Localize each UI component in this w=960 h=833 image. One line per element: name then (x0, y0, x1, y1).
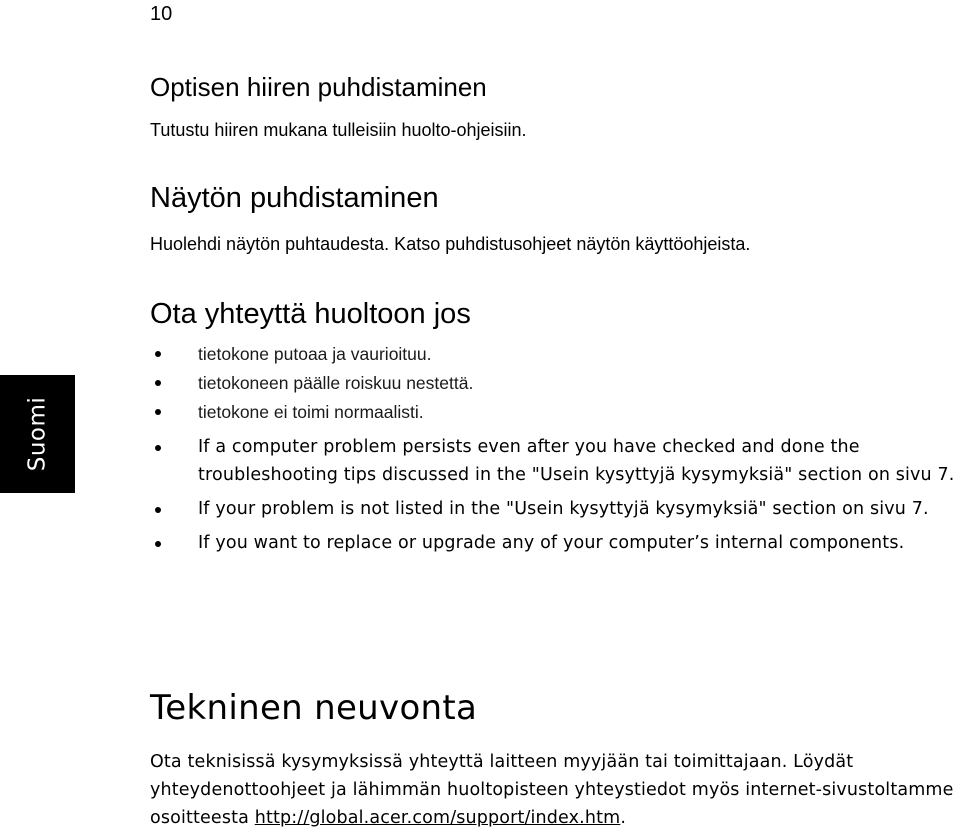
list-item: If your problem is not listed in the "Usein kysyttyjä kysymyksiä" section on sivu 7. (150, 495, 960, 523)
mouse-cleaning-heading: Optisen hiiren puhdistaminen (150, 72, 487, 102)
display-cleaning-text: Huolehdi näytön puhtaudesta. Katso puhdistusohjeet näytön käyttöohjeista. (150, 234, 751, 254)
side-tab-label: Suomi (24, 396, 51, 472)
support-text-end: . (620, 808, 627, 828)
technical-support-heading: Tekninen neuvonta (150, 688, 478, 728)
technical-support-text (150, 748, 960, 832)
list-item: tietokone ei toimi normaalisti. (150, 398, 960, 427)
mouse-cleaning-text: Tutustu hiiren mukana tulleisiin huolto-ohjeisiin. (150, 120, 527, 140)
list-item: If you want to replace or upgrade any of your computer’s internal components. (150, 529, 960, 557)
list-item: tietokone putoaa ja vaurioituu. (150, 340, 960, 369)
support-link[interactable]: http://global.acer.com/support/index.htm (254, 808, 621, 828)
service-heading: Ota yhteyttä huoltoon jos (150, 298, 471, 330)
list-item: If a computer problem persists even after you have checked and done the troubleshooting tips discussed in the "Usein kysyttyjä kysymyksiä" section on sivu 7. (150, 433, 960, 489)
page-number: 10 (150, 3, 173, 25)
list-item: tietokoneen päälle roiskuu nestettä. (150, 369, 960, 398)
display-cleaning-heading: Näytön puhdistaminen (150, 182, 439, 214)
language-side-tab (0, 375, 75, 493)
service-conditions-list (150, 340, 960, 557)
support-text: Ota teknisissä kysymyksissä yhteyttä laitteen myyjään tai toimittajaan. Löydät yhteydenottoohjeet ja lähimmän huoltopisteen yhteystiedot myös internet-sivustoltamme osoitteesta (150, 752, 954, 828)
